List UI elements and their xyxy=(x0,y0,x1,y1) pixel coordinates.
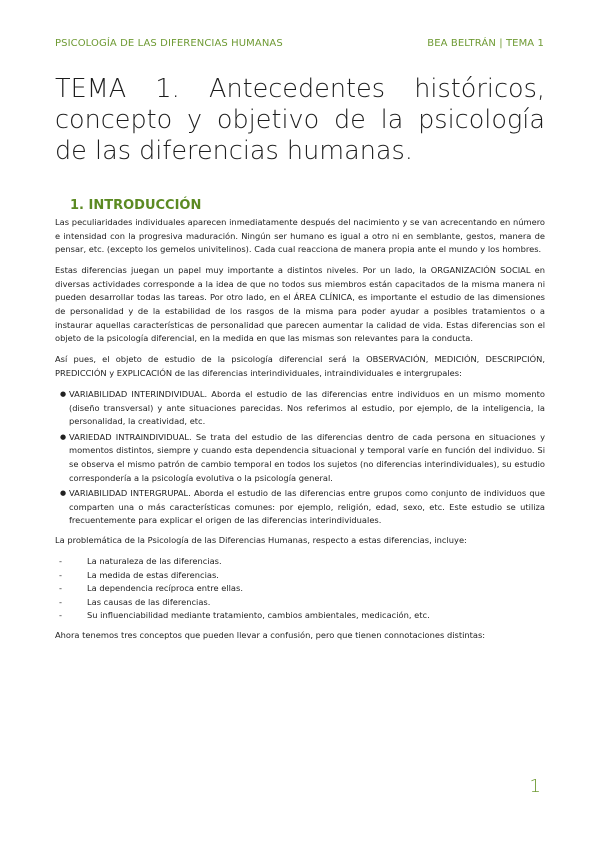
bullet-marker: ● xyxy=(60,390,67,399)
paragraph-levels: Estas diferencias juegan un papel muy importante a distintos niveles. Por un lado, la ORGANIZACIÓN SOCIAL en diversas actividades corresponde a la idea de que no todos sus miembros están capacitados de la misma manera ni pueden desarrollar todas las tareas. Por otro lado, en el ÁREA CLÍNICA, es importante el estudio de las dimensiones de personalidad y de la estabilidad de los rasgos de la misma para poder ayudar a posibles tratamientos o a instaurar aquellas características de personalidad que parecen aumentar la calidad de vida. Estas diferencias son el objeto de la psicología diferencial, en la medida en que las mismas son relevantes para la conducta. xyxy=(55,265,545,344)
list-item: - La medida de estas diferencias. xyxy=(59,569,219,580)
list-item: ● VARIABILIDAD INTERGRUPAL. Aborda el estudio de las diferencias entre grupos como conjunto de individuos que comparten una o más características comunes: por ejemplo, religión, edad, sexo, etc. Este estudio se utiliza frecuentemente para explicar el origen de las diferencias interindividuales. xyxy=(60,488,545,526)
page-number: 1 xyxy=(529,776,541,797)
document-body xyxy=(55,216,545,650)
variability-list xyxy=(55,388,545,528)
header-author-topic: BEA BELTRÁN | TEMA 1 xyxy=(427,38,544,49)
bullet-marker: ● xyxy=(60,432,67,441)
paragraph-objective: Así pues, el objeto de estudio de la psicología diferencial será la OBSERVACIÓN, MEDICIÓN, DESCRIPCIÓN, PREDICCIÓN y EXPLICACIÓN de las diferencias interindividuales, intraindividuales e intergrupales: xyxy=(55,354,545,378)
paragraph-intro: Las peculiaridades individuales aparecen inmediatamente después del nacimiento y se van acrecentando en número e intensidad con la progresiva maduración. Ningún ser humano es igual a otro ni en semblante, gestos, manera de pensar, etc. (excepto los gemelos univitelinos). Cada cual reacciona de manera propia ante el mundo y los hombres. xyxy=(55,217,545,255)
running-header xyxy=(55,38,544,49)
header-course-title: PSICOLOGÍA DE LAS DIFERENCIAS HUMANAS xyxy=(55,38,283,49)
section-heading: 1. INTRODUCCIÓN xyxy=(70,198,202,213)
list-item: - La naturaleza de las diferencias. xyxy=(59,556,222,567)
problem-list xyxy=(55,555,545,623)
list-item: - Su influenciabilidad mediante tratamiento, cambios ambientales, medicación, etc. xyxy=(59,610,430,621)
document-title: TEMA 1. Antecedentes históricos, concepto y objetivo de la psicología de las diferencias humanas. xyxy=(55,74,545,166)
bullet-marker: ● xyxy=(60,489,67,498)
paragraph-closing: Ahora tenemos tres conceptos que pueden llevar a confusión, pero que tienen connotaciones distintas: xyxy=(55,630,486,641)
list-item: - La dependencia recíproca entre ellas. xyxy=(59,583,243,594)
list-item: - Las causas de las diferencias. xyxy=(59,596,211,607)
paragraph-problem-intro: La problemática de la Psicología de las Diferencias Humanas, respecto a estas diferencias, incluye: xyxy=(55,534,467,545)
list-item: ● VARIABILIDAD INTERINDIVIDUAL. Aborda el estudio de las diferencias entre individuos en un mismo momento (diseño transversal) y ante situaciones parecidas. Nos referimos al estudio, por ejemplo, de la inteligencia, la personalidad, la creatividad, etc. xyxy=(60,389,545,427)
list-item: ● VARIEDAD INTRAINDIVIDUAL. Se trata del estudio de las diferencias dentro de cada persona en situaciones y momentos distintos, siempre y cuando esta dependencia situacional y temporal varíe en función del individuo. Si se observa el mismo patrón de cambio temporal en todos los sujetos (no diferencias interindividuales), su estudio correspondería a la psicología evolutiva o la psicología general. xyxy=(60,431,545,483)
